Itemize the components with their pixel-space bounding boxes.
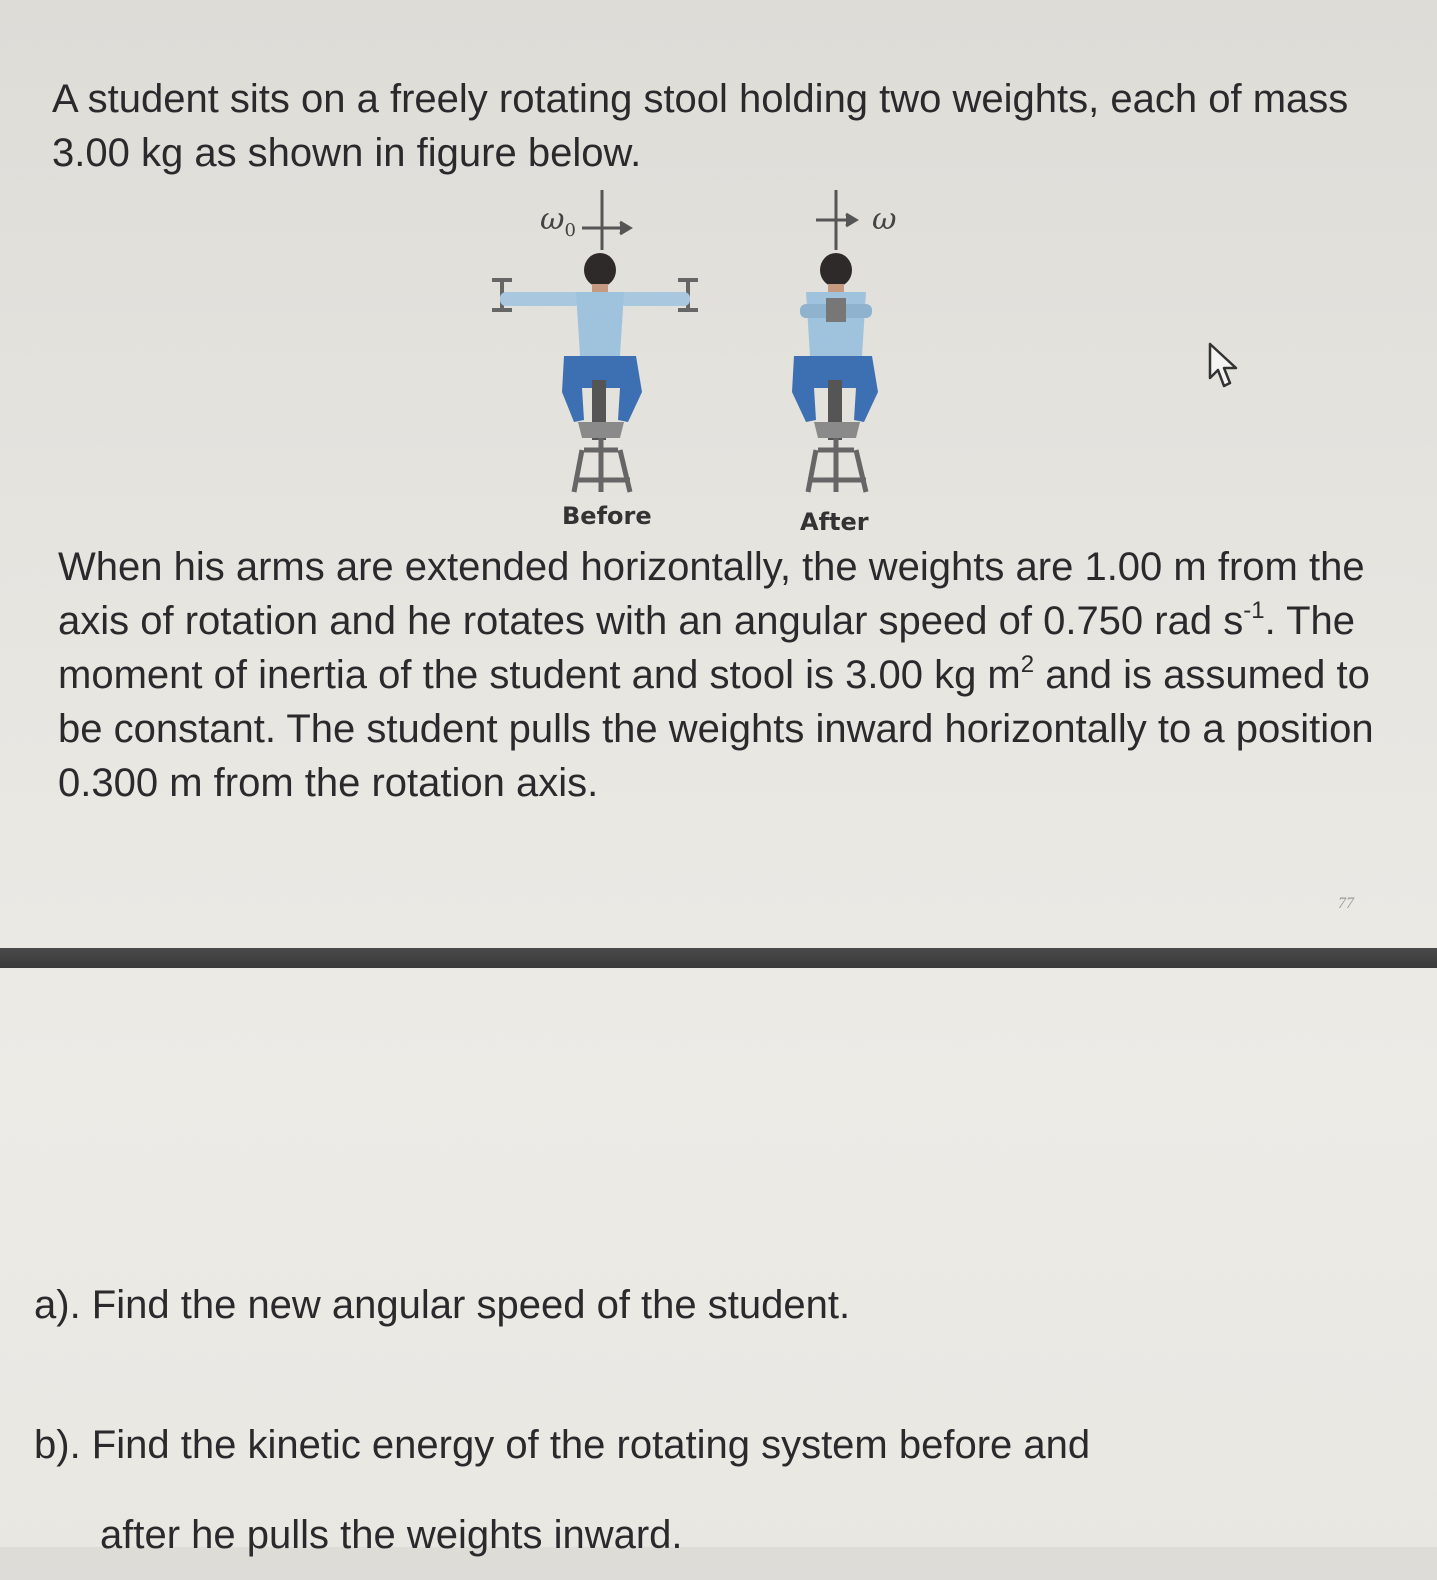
question-b-line1: b). Find the kinetic energy of the rotating system before and: [34, 1423, 1091, 1467]
rotation-axis-before: [582, 190, 630, 250]
student-after: [792, 253, 878, 492]
mouse-pointer-icon: [1206, 340, 1240, 392]
page-number: 77: [1338, 895, 1354, 912]
problem-body: When his arms are extended horizontally, the weights are 1.00 m from the axis of rotation and he rotates with an angular speed of 0.750 rad $s^{-1}$. The moment of inertia of the student and stool is 3.00 kg $m^2$ and is assumed to be constant. The student pulls the weights inward horizontally to a position 0.300 m from the rotation axis.: [58, 545, 1374, 805]
question-a: a). Find the new angular speed of the student.: [34, 1283, 851, 1327]
figure-drawing: [470, 180, 950, 540]
student-before: [492, 253, 698, 492]
question-b-line2: after he pulls the weights inward.: [100, 1513, 683, 1557]
section-divider: [0, 948, 1437, 968]
omega-after-symbol: ω: [872, 202, 897, 237]
rotation-axis-after: [816, 190, 856, 250]
omega-before-symbol: $\omega_0$: [540, 202, 576, 241]
figure-label-before: Before: [562, 502, 652, 530]
question-b: [34, 1400, 1334, 1580]
student-stool-figure: [470, 180, 950, 540]
figure-label-after: After: [800, 508, 869, 536]
problem-intro: A student sits on a freely rotating stool holding two weights, each of mass 3.00 kg as shown in figure below.: [52, 77, 1349, 175]
